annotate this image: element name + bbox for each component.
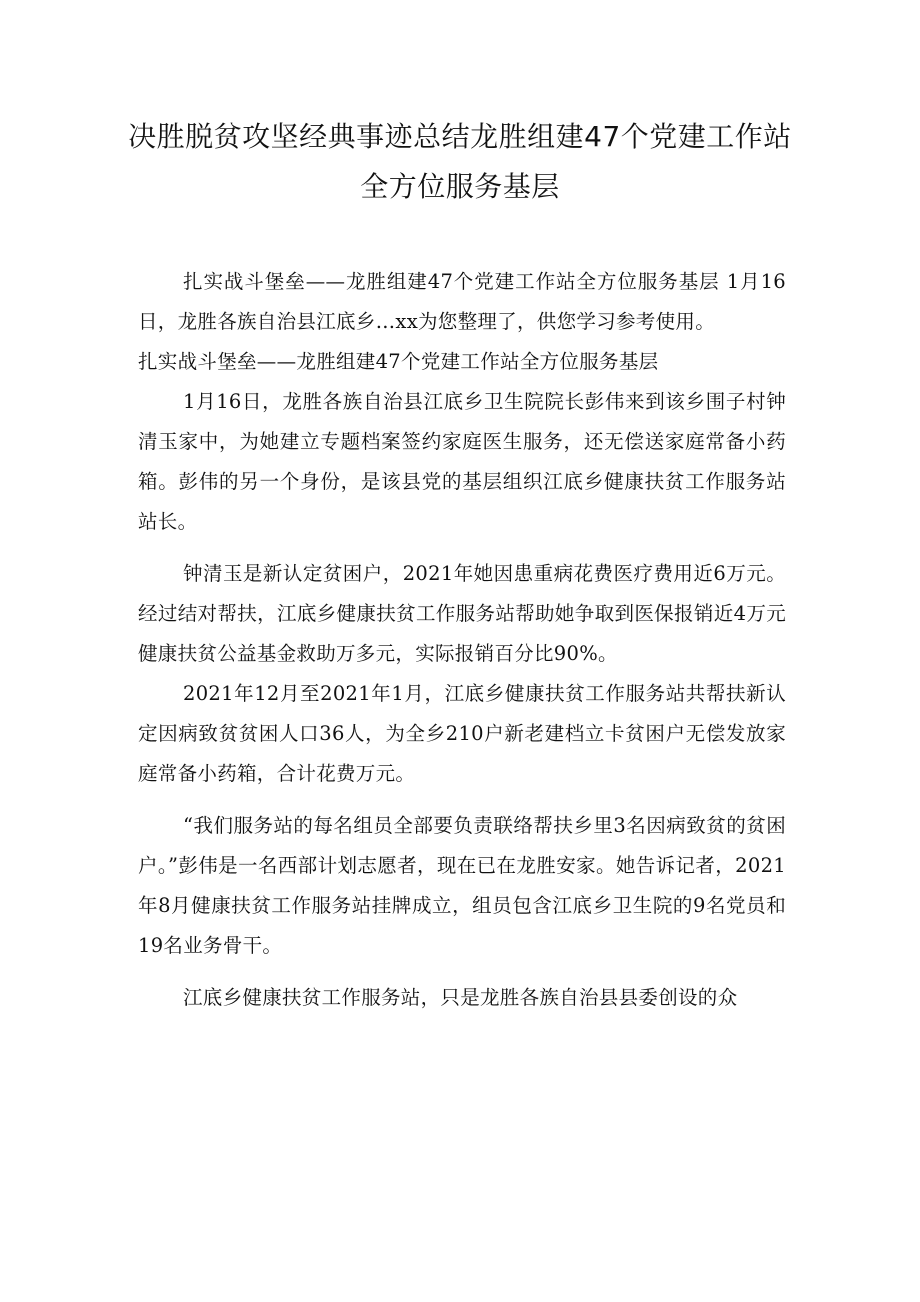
document-body <box>138 262 786 1018</box>
body-paragraph: 江底乡健康扶贫工作服务站，只是龙胜各族自治县县委创设的众 <box>183 986 738 1009</box>
intro-paragraph: 扎实战斗堡垒——龙胜组建47个党建工作站全方位服务基层 1月16日，龙胜各族自治县江底乡…xx为您整理了，供您学习参考使用。 <box>138 270 786 333</box>
document-title: 决胜脱贫攻坚经典事迹总结龙胜组建47个党建工作站全方位服务基层 <box>128 120 792 203</box>
quote-paragraph: “我们服务站的每名组员全部要负责联络帮扶乡里3名因病致贫的贫困户。”彭伟是一名西部计划志愿者，现在已在龙胜安家。她告诉记者，2021年8月健康扶贫工作服务站挂牌成立，组员包含江底乡卫生院的9名党员和19名业务骨干。 <box>138 814 786 957</box>
body-paragraph: 1月16日，龙胜各族自治县江底乡卫生院院长彭伟来到该乡围子村钟清玉家中，为她建立专题档案签约家庭医生服务，还无偿送家庭常备小药箱。彭伟的另一个身份，是该县党的基层组织江底乡健康扶贫工作服务站站长。 <box>138 390 786 533</box>
subheading-paragraph: 扎实战斗堡垒——龙胜组建47个党建工作站全方位服务基层 <box>138 350 659 373</box>
body-paragraph: 钟清玉是新认定贫困户，2021年她因患重病花费医疗费用近6万元。经过结对帮扶，江底乡健康扶贫工作服务站帮助她争取到医保报销近4万元健康扶贫公益基金救助万多元，实际报销百分比90%。 <box>138 562 786 665</box>
body-paragraph: 2021年12月至2021年1月，江底乡健康扶贫工作服务站共帮扶新认定因病致贫贫困人口36人，为全乡210户新老建档立卡贫困户无偿发放家庭常备小药箱，合计花费万元。 <box>138 682 786 785</box>
